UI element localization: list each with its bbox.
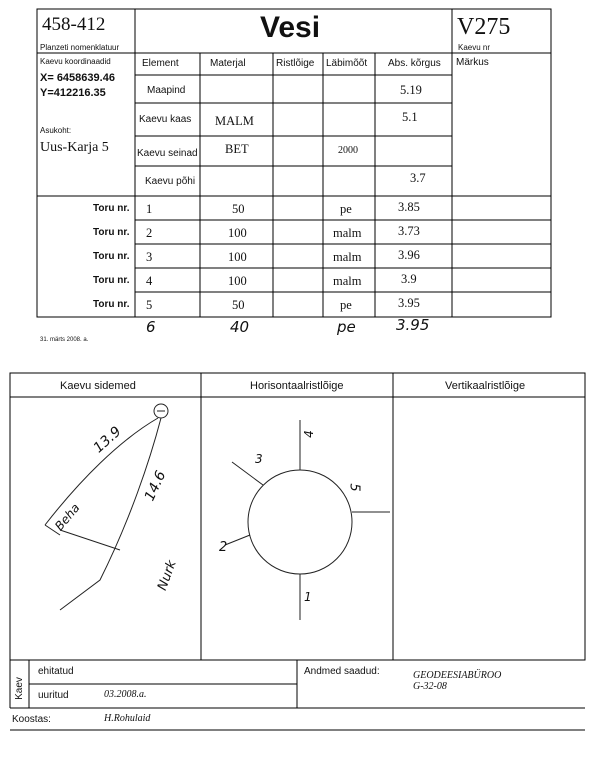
col-ties-header: Kaevu sidemed [60, 380, 136, 392]
element-material: MALM [215, 114, 254, 128]
pipe-material: malm [333, 250, 362, 264]
pipe-label: Toru nr. [93, 299, 130, 310]
pipe-height: 3.73 [398, 224, 420, 238]
pipe-label: Toru nr. [93, 203, 130, 214]
location-label: Asukoht: [40, 126, 72, 135]
pipe-mark-2: 2 [219, 540, 228, 555]
pipe-number: 5 [146, 298, 153, 312]
handwritten-pipe-diameter: 40 [230, 318, 250, 336]
date-note: 31. märts 2008. a. [40, 337, 89, 343]
location-value: Uus-Karja 5 [40, 140, 109, 155]
element-material: BET [225, 142, 249, 156]
pipe-height: 3.9 [401, 272, 417, 286]
well-number-label: Kaevu nr [458, 43, 491, 52]
pipe-number: 3 [146, 250, 153, 264]
data-from-value: GEODEESIABÜROO [413, 670, 502, 681]
tie-distance-a: 13.9 [90, 423, 125, 457]
col-cross-section: Ristlõige [276, 58, 315, 69]
pipe-number: 2 [146, 226, 153, 240]
element-name: Kaevu seinad [137, 148, 198, 159]
col-remarks: Märkus [456, 57, 489, 68]
pipe-mark-1: 1 [304, 590, 312, 604]
col-material: Materjal [210, 58, 246, 69]
surveyed-value: 03.2008.a. [104, 689, 147, 700]
pipe-height: 3.95 [398, 296, 420, 310]
col-abs-height: Abs. kõrgus [388, 58, 441, 69]
data-from-label: Andmed saadud: [304, 666, 380, 677]
pipe-material: pe [340, 202, 352, 216]
pipe-diameter: 100 [228, 274, 247, 288]
pipe-mark-3: 3 [255, 452, 263, 466]
pipe-mark-5: 5 [346, 483, 362, 492]
element-name: Kaevu põhi [145, 176, 196, 187]
tie-label-d: Nurk [155, 558, 180, 593]
pipe-material: malm [333, 274, 362, 288]
handwritten-pipe-number: 6 [146, 318, 156, 336]
element-name: Maapind [147, 85, 186, 96]
pipe-material: malm [333, 226, 362, 240]
pipe-mark-4: 4 [301, 430, 316, 438]
col-diameter: Läbimõõt [326, 58, 368, 69]
element-height: 5.1 [402, 110, 418, 124]
well-number-value: V275 [457, 14, 511, 40]
coordinate-y: Y=412216.35 [40, 87, 106, 99]
author-value: H.Rohulaid [104, 713, 151, 724]
handwritten-pipe-material: pe [337, 318, 356, 336]
pipe-height: 3.96 [398, 248, 420, 262]
element-height: 5.19 [400, 83, 422, 97]
surveyed-label: uuritud [38, 690, 69, 701]
pipe-number: 4 [146, 274, 153, 288]
pipe-diameter: 100 [228, 226, 247, 240]
pipe-label: Toru nr. [93, 275, 130, 286]
col-element: Element [142, 58, 179, 69]
pipe-material: pe [340, 298, 352, 312]
element-height: 3.7 [410, 171, 426, 185]
tie-distance-b: 14.6 [141, 468, 170, 504]
pipe-label: Toru nr. [93, 227, 130, 238]
pipe-number: 1 [146, 202, 153, 216]
author-label: Koostas: [12, 714, 51, 725]
coordinates-label: Kaevu koordinaadid [40, 57, 111, 66]
pipe-diameter: 100 [228, 250, 247, 264]
nomenclature-value: 458-412 [42, 14, 106, 35]
col-vertical-section-header: Vertikaalristlõige [445, 380, 526, 392]
data-from-code: G-32-08 [413, 681, 447, 692]
built-label: ehitatud [38, 666, 74, 677]
pipe-diameter: 50 [232, 298, 245, 312]
pipe-label: Toru nr. [93, 251, 130, 262]
nomenclature-label: Planzeti nomenklatuur [40, 43, 120, 52]
well-side-label: Kaev [13, 677, 25, 700]
pipe-height: 3.85 [398, 200, 420, 214]
page-title: Vesi [260, 11, 321, 44]
element-diameter: 2000 [338, 145, 358, 156]
col-horizontal-section-header: Horisontaalristlõige [250, 380, 344, 392]
tie-label-c: Beha [52, 500, 83, 534]
pipe-diameter: 50 [232, 202, 245, 216]
handwritten-pipe-height: 3.95 [396, 316, 430, 334]
element-name: Kaevu kaas [139, 114, 192, 125]
coordinate-x: X= 6458639.46 [40, 72, 115, 84]
